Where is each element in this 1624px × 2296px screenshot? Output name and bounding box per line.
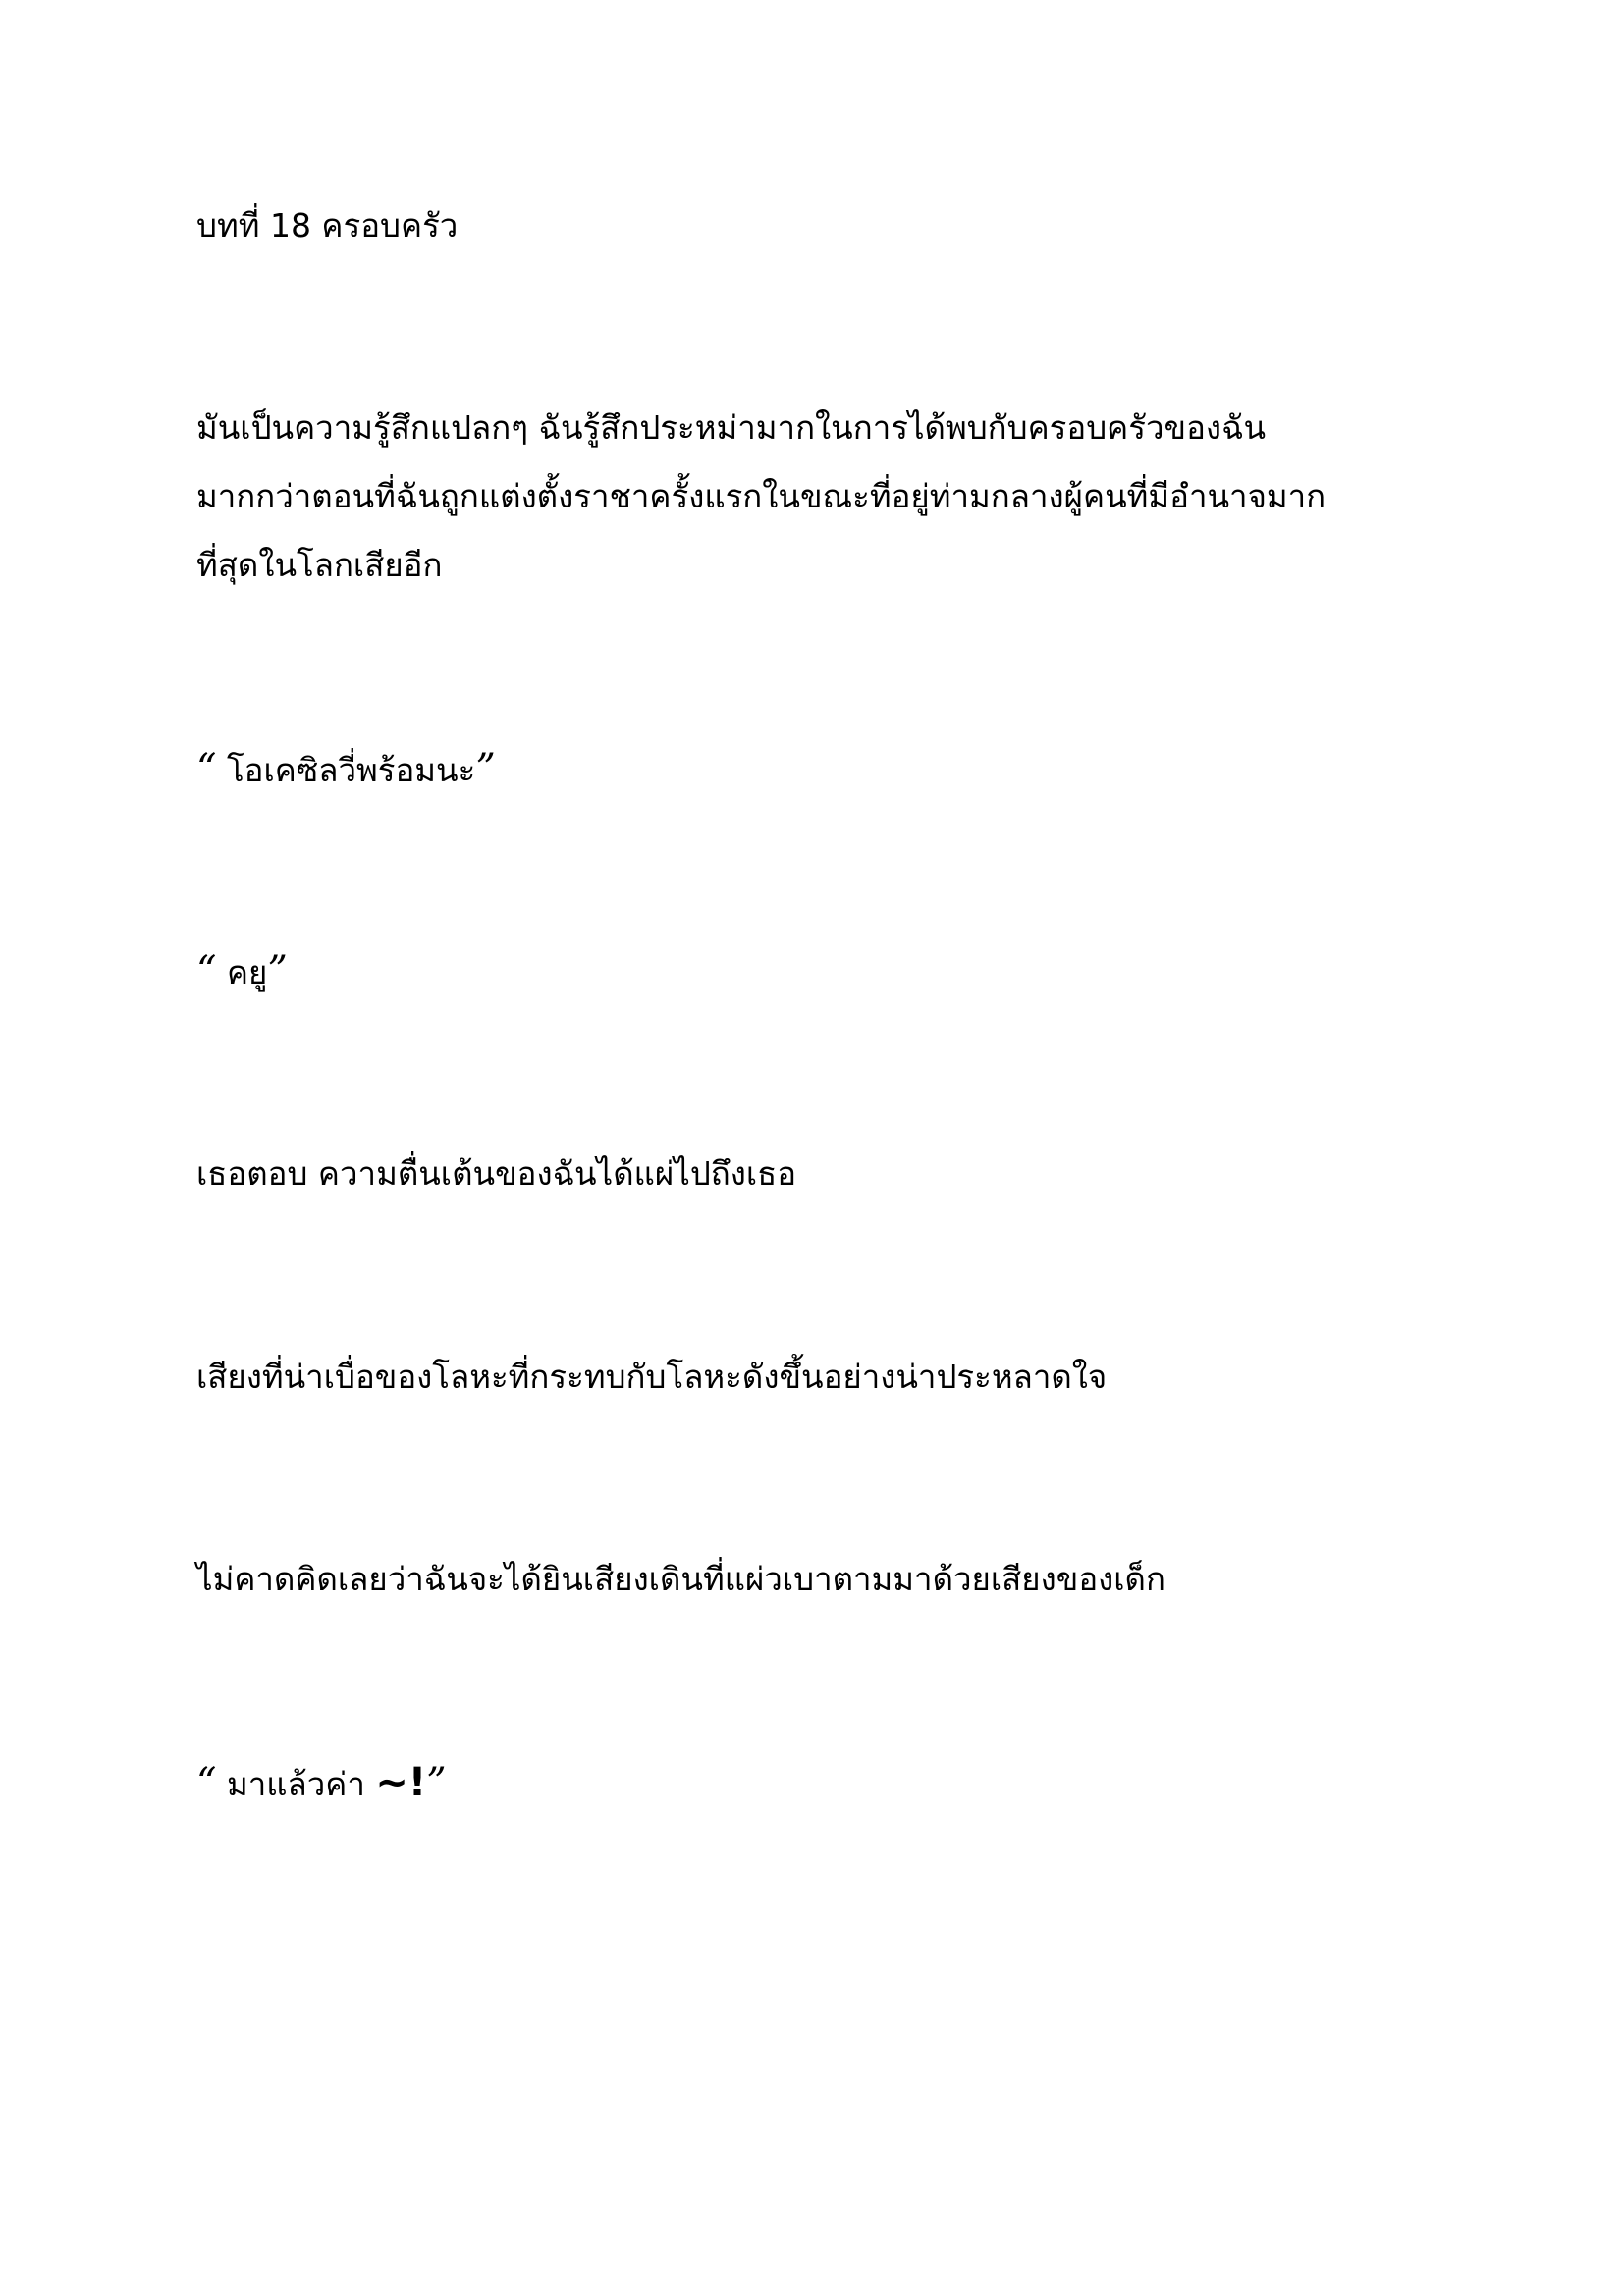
close-quote: ”	[267, 948, 288, 993]
paragraph-4: ไม่คาดคิดเลยว่าฉันจะได้ยินเสียงเดินที่แผ่วเบาตามมาด้วยเสียงของเด็ก	[196, 1560, 1165, 1598]
dialogue-2-text: คยู	[216, 953, 268, 991]
dialogue-3-text: มาแล้วค่า	[216, 1765, 376, 1803]
close-quote: ”	[475, 746, 496, 791]
dialogue-3	[196, 1760, 447, 1807]
dialogue-1	[196, 746, 496, 793]
dialogue-1-text: โอเคซิลวี่พร้อมนะ	[216, 751, 476, 789]
open-quote: “	[196, 1760, 217, 1805]
dialogue-2	[196, 948, 288, 995]
tilde-exclamation: ~!	[375, 1760, 427, 1805]
open-quote: “	[196, 746, 217, 791]
paragraph-3: เสียงที่น่าเบื่อของโลหะที่กระทบกับโลหะดังขึ้นอย่างน่าประหลาดใจ	[196, 1358, 1108, 1396]
paragraph-1-line-1: มันเป็นความรู้สึกแปลกๆ ฉันรู้สึกประหม่ามากในการได้พบกับครอบครัวของฉัน	[196, 408, 1267, 447]
open-quote: “	[196, 948, 217, 993]
paragraph-1-line-2: มากกว่าตอนที่ฉันถูกแต่งตั้งราชาครั้งแรกในขณะที่อยู่ท่ามกลางผู้คนที่มีอำนาจมาก	[196, 477, 1326, 515]
close-quote: ”	[426, 1760, 447, 1805]
chapter-title: บทที่ 18 ครอบครัว	[196, 206, 459, 244]
paragraph-1-line-3: ที่สุดในโลกเสียอีก	[196, 546, 443, 584]
paragraph-2: เธอตอบ ความตื่นเต้นของฉันได้แผ่ไปถึงเธอ	[196, 1154, 797, 1193]
